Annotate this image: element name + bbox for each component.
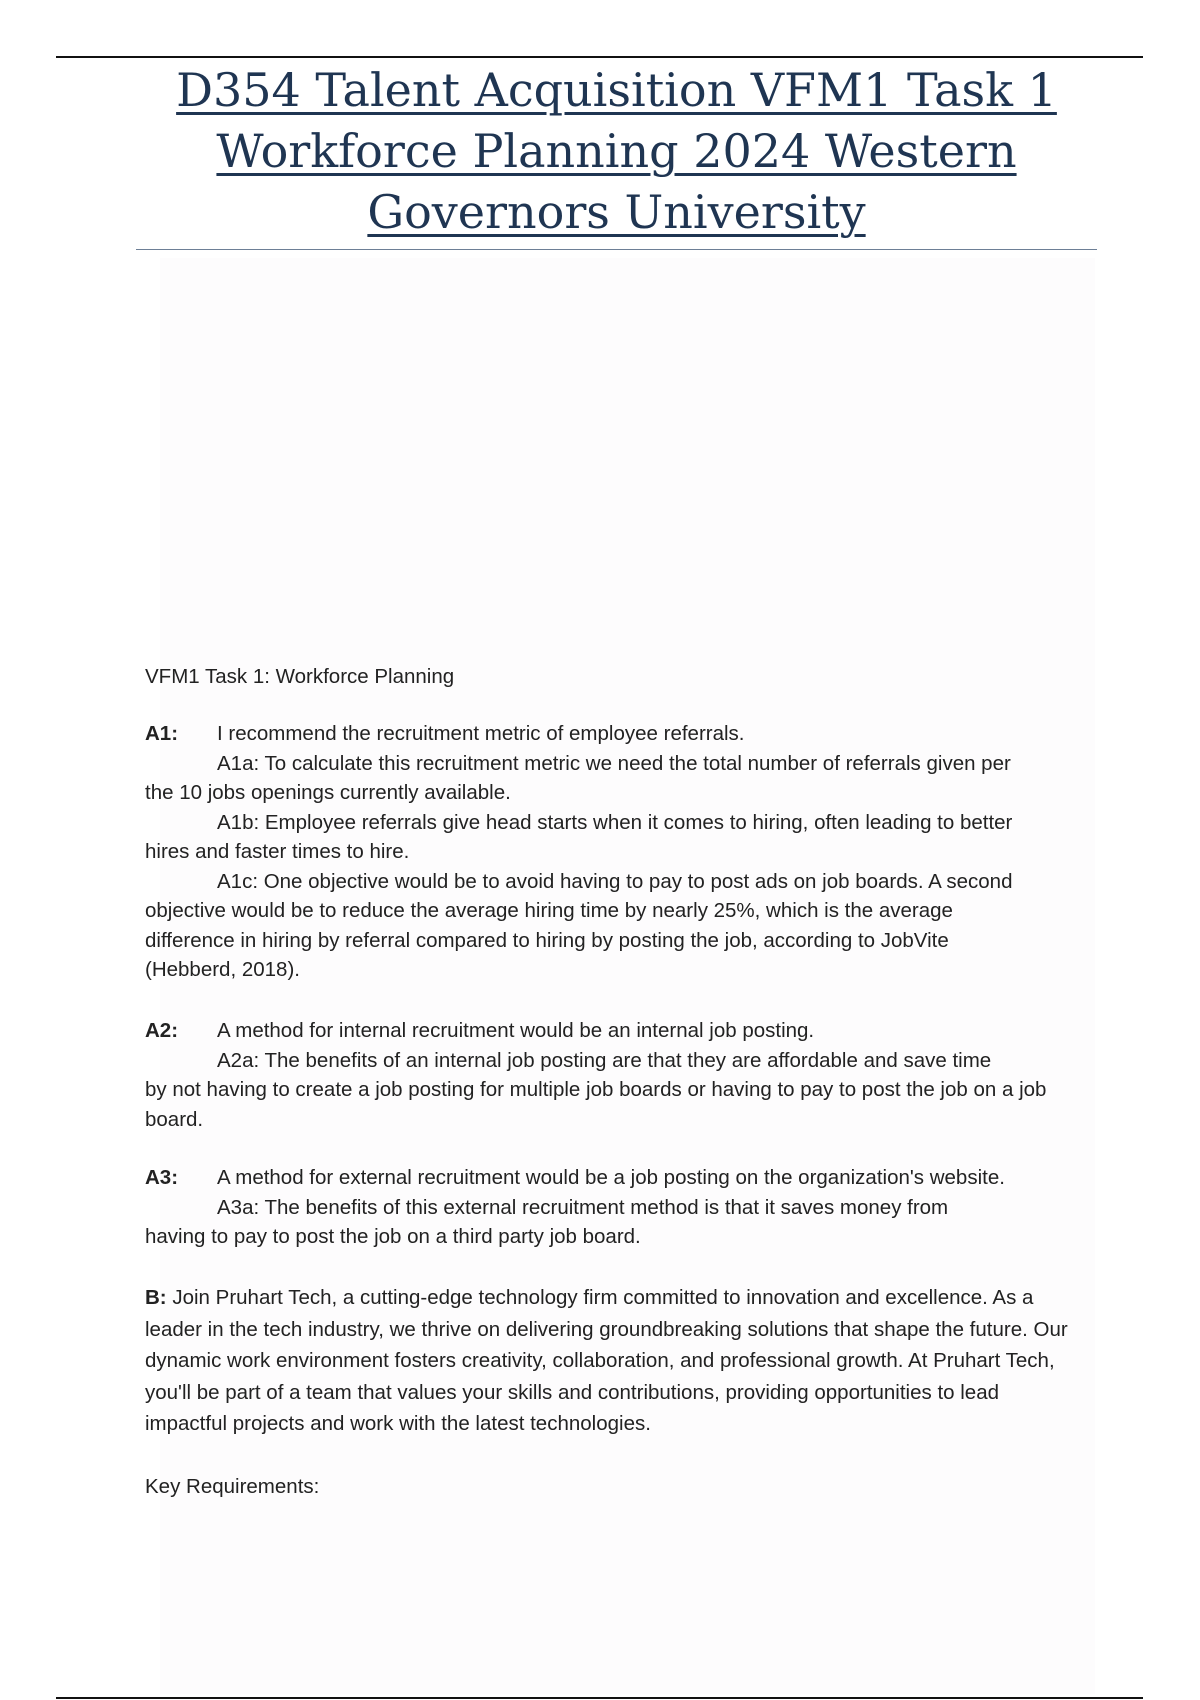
title-line-2: Workforce Planning 2024 Western [216,124,1017,178]
a2-text: A method for internal recruitment would be an internal job posting. [217,1019,815,1042]
a1c-rest: objective would be to reduce the average hiring time by nearly 25%, which is the average difference in hiring by referral compared to hiring by posting the job, according to JobVite (Hebberd, 2018). [145,899,953,981]
a1-label: A1: [145,722,179,745]
subtitle: VFM1 Task 1: Workforce Planning [145,665,455,688]
b-label: B: [145,1286,167,1309]
title-line-1: D354 Talent Acquisition VFM1 Task 1 [176,63,1057,117]
a2a-first: A2a: The benefits of an internal job posting are that they are affordable and save time [217,1048,992,1072]
title-line-3: Governors University [367,185,866,239]
key-requirements-heading: Key Requirements: [145,1475,320,1498]
document-title [136,60,1097,243]
top-rule [56,56,1143,58]
a1b-first: A1b: Employee referrals give head starts when it comes to hiring, often leading to better [217,810,1013,834]
a3-text: A method for external recruitment would be a job posting on the organization's website. [217,1166,1005,1189]
bottom-rule [56,1697,1143,1699]
a2-label: A2: [145,1019,179,1042]
a1-text: I recommend the recruitment metric of employee referrals. [217,722,745,745]
a2a-rest: by not having to create a job posting for multiple job boards or having to pay to post the job on a job board. [145,1078,1047,1131]
a1b-rest: hires and faster times to hire. [145,840,410,863]
section-a2 [145,1016,1105,1134]
section-a3 [145,1163,1105,1252]
section-b [145,1282,1080,1440]
b-text: Join Pruhart Tech, a cutting-edge technology firm committed to innovation and excellence. As a leader in the tech industry, we thrive on delivering groundbreaking solutions that shape the future. Our dynamic work environment fosters creativity, collaboration, and professional growth. At Pruhart Tech, you'll be part of a team that values your skills and contributions, providing opportunities to lead impactful projects and work with the latest technologies. [145,1286,1068,1435]
a3a-first: A3a: The benefits of this external recruitment method is that it saves money from [217,1195,949,1219]
a3a-rest: having to pay to post the job on a third party job board. [145,1225,641,1248]
a1a-rest: the 10 jobs openings currently available. [145,781,511,804]
a3-label: A3: [145,1166,179,1189]
section-a1 [145,719,1105,985]
a1c-first: A1c: One objective would be to avoid having to pay to post ads on job boards. A second [217,869,1013,893]
title-rule [136,249,1097,250]
a1a-first: A1a: To calculate this recruitment metric we need the total number of referrals given per [217,751,1011,775]
